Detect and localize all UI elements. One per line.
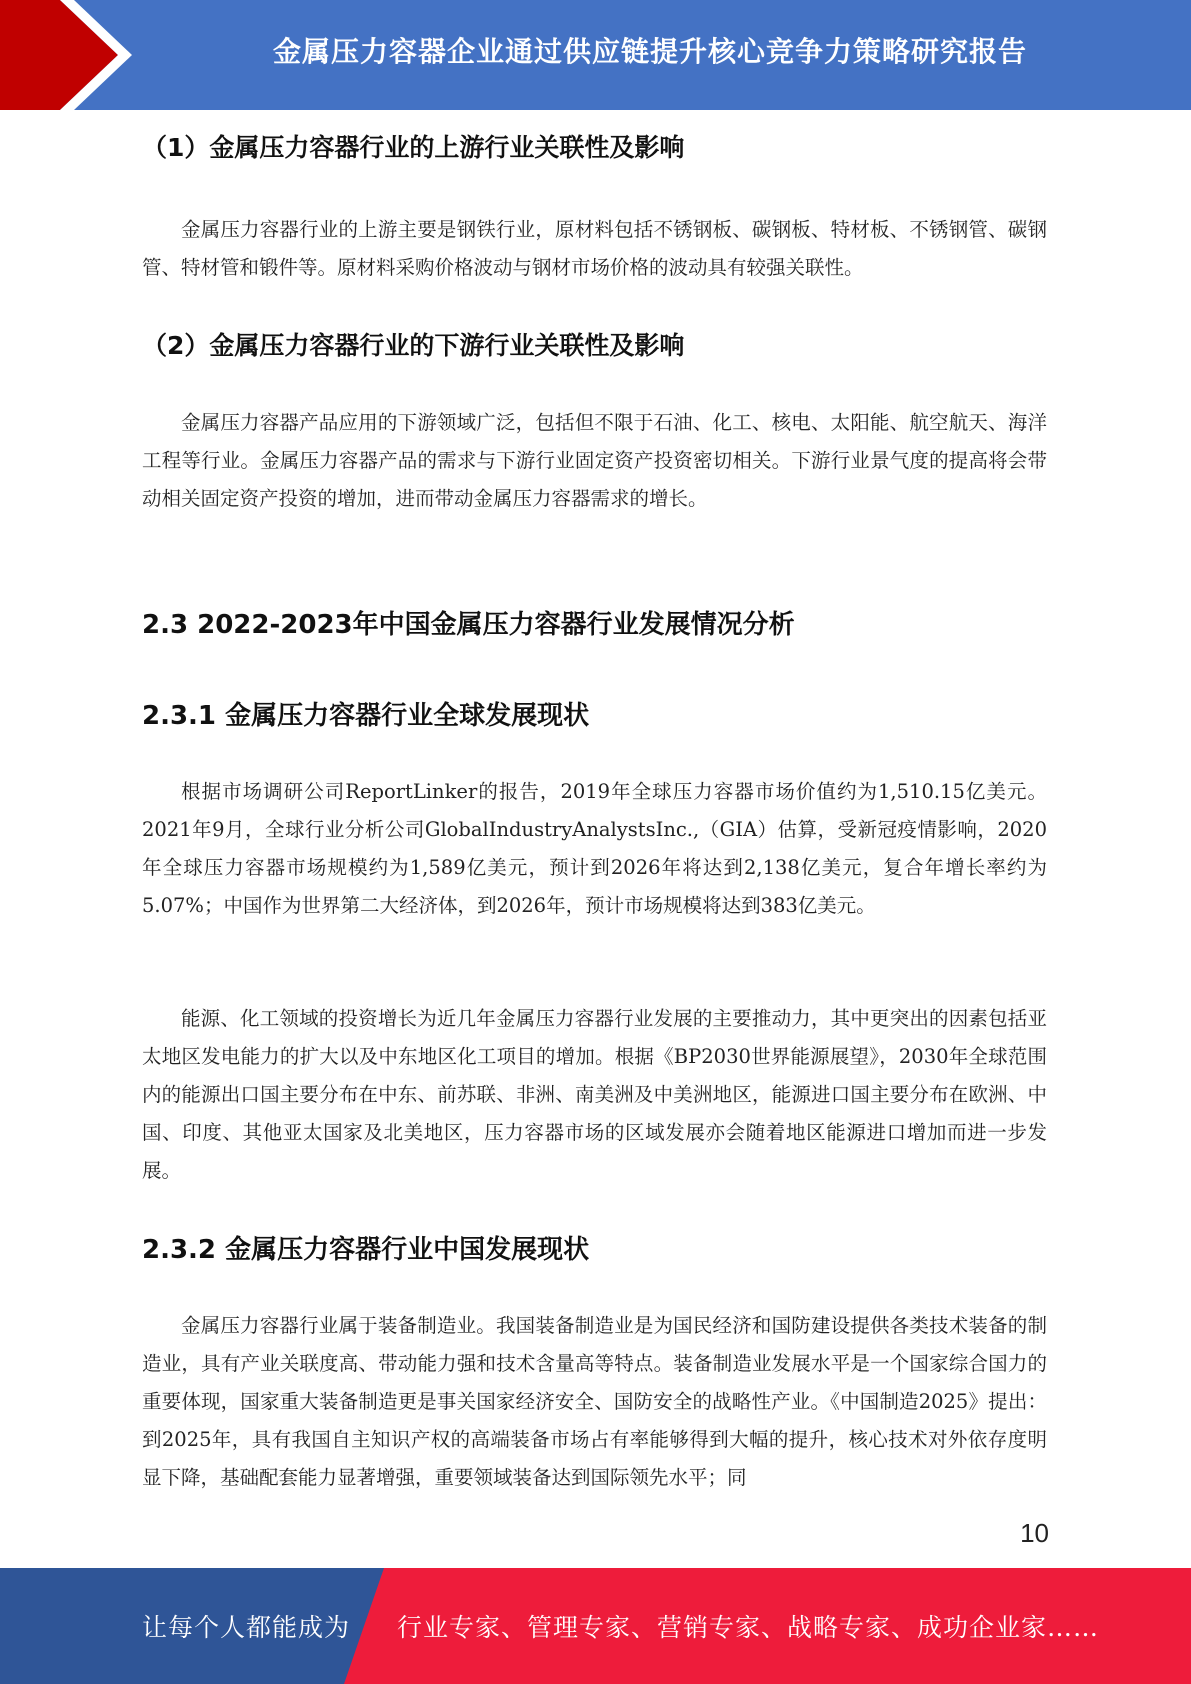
- section-2-3-1-heading: 2.3.1 金属压力容器行业全球发展现状: [142, 701, 590, 731]
- page-number: 10: [1020, 1518, 1049, 1548]
- section-2-3-heading: 2.3 2022-2023年中国金属压力容器行业发展情况分析: [142, 610, 795, 640]
- report-title: 金属压力容器企业通过供应链提升核心竞争力策略研究报告: [272, 35, 1027, 68]
- downstream-paragraph: 金属压力容器产品应用的下游领域广泛，包括但不限于石油、化工、核电、太阳能、航空航天、海洋工程等行业。金属压力容器产品的需求与下游行业固定资产投资密切相关。下游行业景气度的提高将会带动相关固定资产投资的增加，进而带动金属压力容器需求的增长。: [142, 411, 1047, 510]
- upstream-paragraph: 金属压力容器行业的上游主要是钢铁行业，原材料包括不锈钢板、碳钢板、特材板、不锈钢管、碳钢管、特材管和锻件等。原材料采购价格波动与钢材市场价格的波动具有较强关联性。: [142, 218, 1047, 279]
- section-2-3-1-paragraph-2: 能源、化工领域的投资增长为近几年金属压力容器行业发展的主要推动力，其中更突出的因素包括亚太地区发电能力的扩大以及中东地区化工项目的增加。根据《BP2030世界能源展望》，2030年全球范围内的能源出口国主要分布在中东、前苏联、非洲、南美洲及中美洲地区，能源进口国主要分布在欧洲、中国、印度、其他亚太国家及北美地区，压力容器市场的区域发展亦会随着地区能源进口增加而进一步发展。: [142, 1007, 1047, 1182]
- section-2-3-2-heading: 2.3.2 金属压力容器行业中国发展现状: [142, 1235, 590, 1265]
- footer-slogan-right: 行业专家、管理专家、营销专家、战略专家、成功企业家……: [397, 1613, 1100, 1642]
- header-arrow-decoration: [0, 0, 150, 110]
- upstream-heading: （1）金属压力容器行业的上游行业关联性及影响: [142, 133, 685, 162]
- footer-banner: [0, 1568, 1191, 1684]
- section-2-3-2-paragraph: 金属压力容器行业属于装备制造业。我国装备制造业是为国民经济和国防建设提供各类技术装备的制造业，具有产业关联度高、带动能力强和技术含量高等特点。装备制造业发展水平是一个国家综合国力的重要体现，国家重大装备制造更是事关国家经济安全、国防安全的战略性产业。《中国制造2025》提出：到2025年，具有我国自主知识产权的高端装备市场占有率能够得到大幅的提升，核心技术对外依存度明显下降，基础配套能力显著增强，重要领域装备达到国际领先水平；同: [142, 1314, 1047, 1489]
- footer-slogan-left: 让每个人都能成为: [142, 1613, 351, 1642]
- section-2-3-1-paragraph-1: 根据市场调研公司ReportLinker的报告，2019年全球压力容器市场价值约为1,510.15亿美元。2021年9月，全球行业分析公司GlobalIndustryAnalystsInc.,（GIA）估算，受新冠疫情影响，2020年全球压力容器市场规模约为1,589亿美元，预计到2026年将达到2,138亿美元，复合年增长率约为5.07%；中国作为世界第二大经济体，到2026年，预计市场规模将达到383亿美元。: [142, 780, 1047, 917]
- header-banner: [0, 0, 1191, 110]
- downstream-heading: （2）金属压力容器行业的下游行业关联性及影响: [142, 331, 685, 360]
